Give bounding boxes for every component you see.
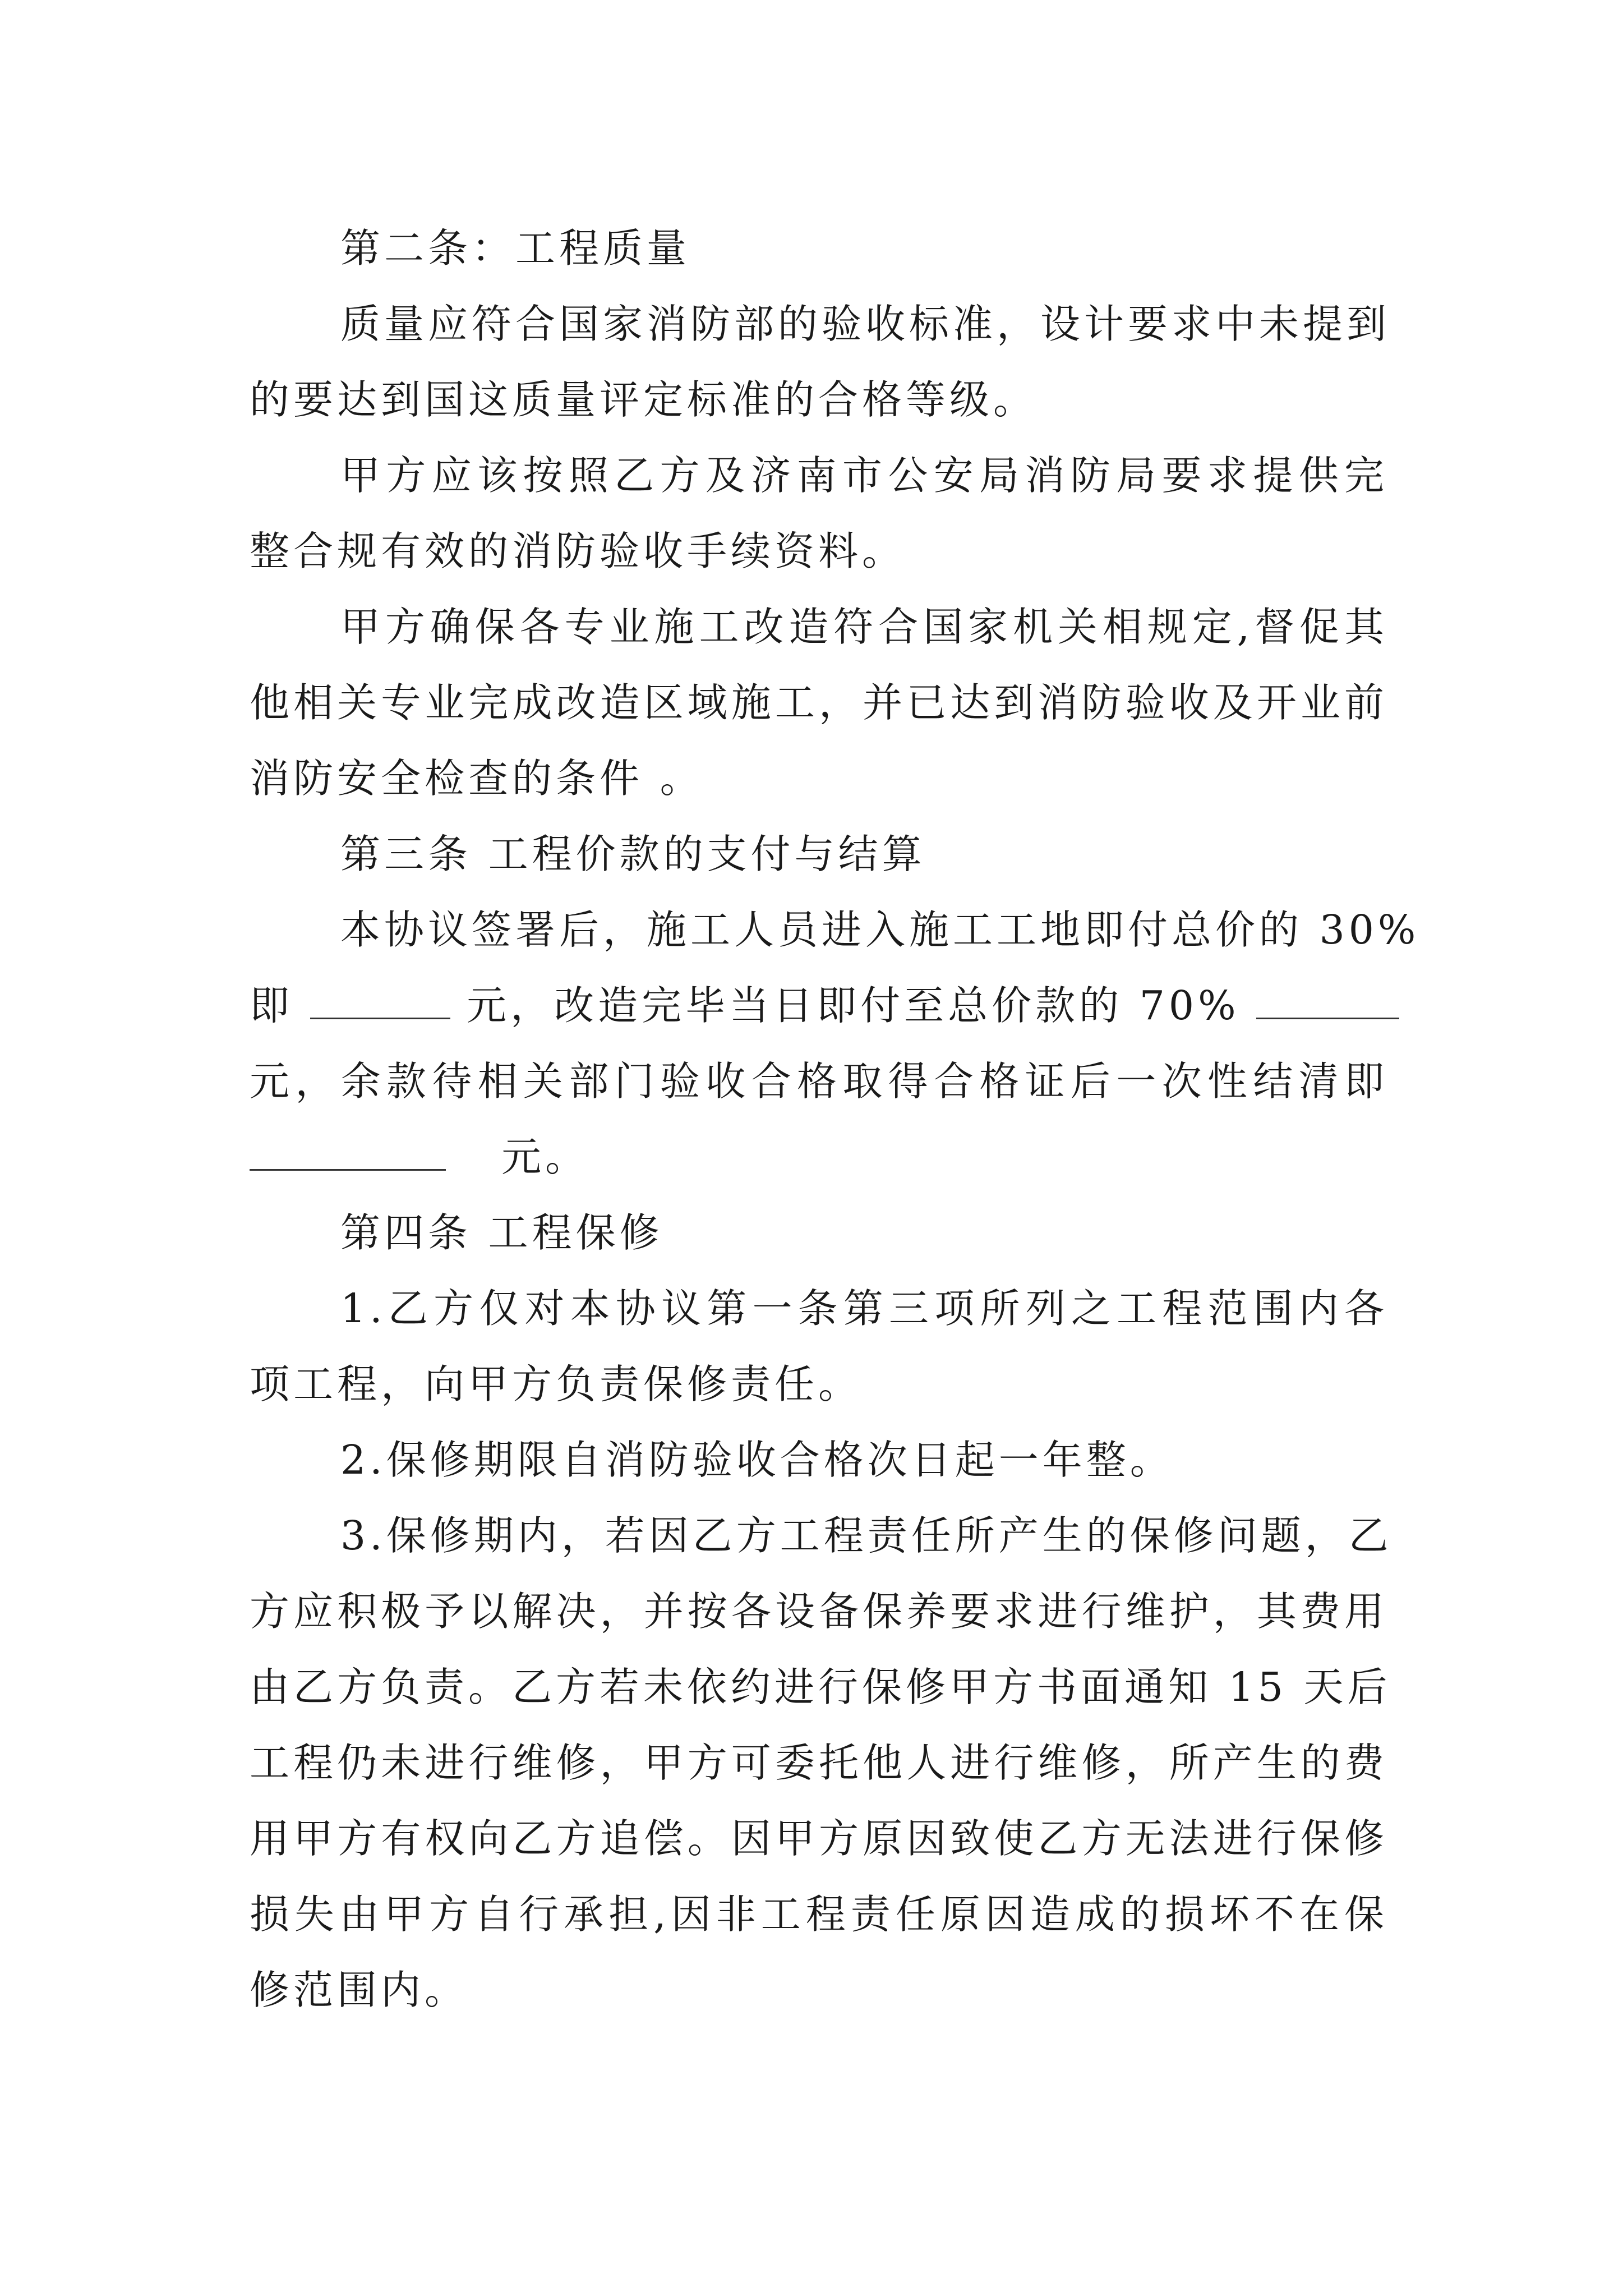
article-4-item-3-line-1: 3.保修期内，若因乙方工程责任所产生的保修问题，乙 — [340, 1512, 1393, 1559]
article-2-para-2-line-1: 甲方应该按照乙方及济南市公安局消防局要求提供完 — [340, 452, 1388, 499]
article-2-para-1-line-2: 的要达到国这质量评定标准的合格等级。 — [250, 376, 1038, 423]
article-2-para-3-line-1: 甲方确保各专业施工改造符合国家机关相规定,督促其 — [340, 604, 1388, 650]
document-body — [250, 210, 1420, 2028]
article-4-item-3-line-4: 工程仍未进行维修，甲方可委托他人进行维修，所产生的费 — [250, 1740, 1388, 1786]
article-4-item-3-line-5: 用甲方有权向乙方追偿。因甲方原因致使乙方无法进行保修 — [250, 1815, 1388, 1862]
article-4-heading: 第四条 工程保修 — [340, 1209, 663, 1256]
article-3-line-1: 本协议签署后，施工人员进入施工工地即付总价的 30% — [340, 907, 1420, 953]
article-4-item-3-line-2: 方应积极予以解决，并按各设备保养要求进行维护，其费用 — [250, 1588, 1388, 1635]
article-3-heading: 第三条 工程价款的支付与结算 — [340, 831, 926, 877]
article-4-item-2: 2.保修期限自消防验收合格次日起一年整。 — [340, 1437, 1174, 1483]
article-3-line-2-text: 元，改造完毕当日即付至总价款的 70% — [467, 982, 1240, 1029]
article-2-para-3-line-2: 他相关专业完成改造区域施工，并已达到消防验收及开业前 — [250, 679, 1388, 726]
article-4-item-3-line-6: 损失由甲方自行承担,因非工程责任原因造成的损坏不在保 — [250, 1891, 1388, 1938]
article-4-item-1-line-2: 项工程，向甲方负责保修责任。 — [250, 1361, 863, 1407]
article-4-item-3-line-3: 由乙方负责。乙方若未依约进行保修甲方书面通知 15 天后 — [250, 1664, 1391, 1710]
article-2-para-2-line-2: 整合规有效的消防验收手续资料。 — [250, 528, 906, 574]
article-2-para-1-line-1: 质量应符合国家消防部的验收标准，设计要求中未提到 — [340, 301, 1391, 347]
article-3-line-3: 元，余款待相关部门验收合格取得合格证后一次性结清即 — [250, 1058, 1388, 1105]
article-4-item-1-line-1: 1.乙方仅对本协议第一条第三项所列之工程范围内各 — [340, 1285, 1388, 1332]
article-3-line-4 — [250, 1119, 1388, 1195]
article-3-line-2-prefix: 即 — [250, 982, 294, 1029]
article-4-item-3-line-7: 修范围内。 — [250, 1967, 469, 2013]
amount-blank-70-percent — [1256, 978, 1399, 1019]
article-2-heading: 第二条：工程质量 — [340, 225, 691, 272]
article-2-para-3-line-3: 消防安全检查的条件 。 — [250, 755, 704, 802]
amount-blank-balance — [250, 1130, 446, 1171]
article-3-line-2 — [250, 968, 1388, 1043]
article-3-line-4-text: 元。 — [501, 1134, 589, 1180]
amount-blank-30-percent — [310, 978, 450, 1019]
